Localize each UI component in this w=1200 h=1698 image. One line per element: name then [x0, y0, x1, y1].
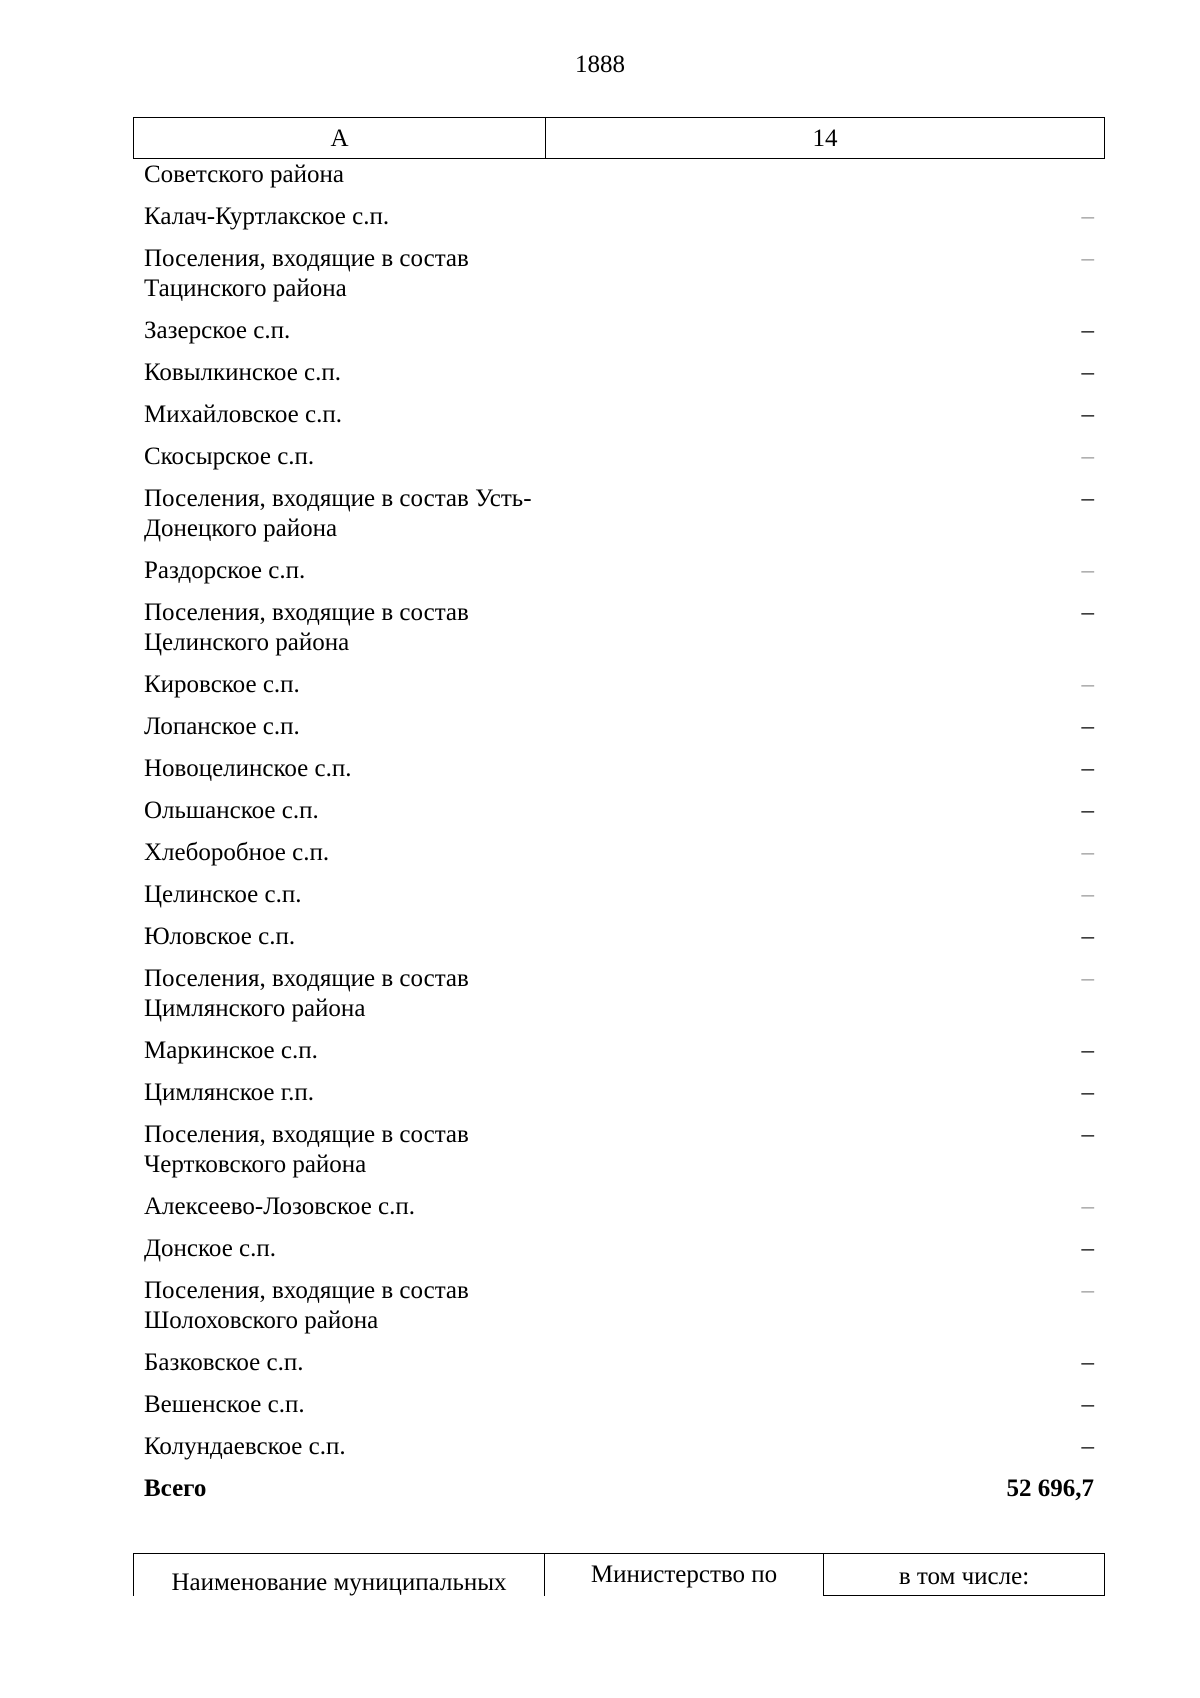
row-value: –	[1081, 713, 1094, 740]
row-name: Целинское с.п.	[144, 881, 302, 908]
table-row	[133, 1348, 1105, 1378]
table-row	[133, 442, 1105, 472]
row-value: –	[1081, 1433, 1094, 1460]
row-value: –	[1081, 1079, 1094, 1106]
row-value: –	[1081, 317, 1094, 344]
row-value: –	[1081, 599, 1094, 626]
table-row	[133, 316, 1105, 346]
row-name: Ковылкинское с.п.	[144, 359, 342, 386]
row-value: –	[1081, 203, 1094, 230]
row-value: –	[1081, 359, 1094, 386]
table-row	[133, 484, 1105, 544]
table-row	[133, 796, 1105, 826]
row-value: –	[1081, 1121, 1094, 1148]
table-row	[133, 754, 1105, 784]
row-name: Поселения, входящие в состав Усть-Донецкого района	[144, 485, 532, 542]
page-number: 1888	[575, 51, 625, 78]
row-value: –	[1081, 1193, 1094, 1220]
footer-col-ministry: Министерство по	[545, 1554, 824, 1596]
table-row	[133, 1192, 1105, 1222]
row-name: Ольшанское с.п.	[144, 797, 319, 824]
row-value: –	[1081, 671, 1094, 698]
table-row	[133, 1120, 1105, 1180]
table-row	[133, 1390, 1105, 1420]
row-name: Юловское с.п.	[144, 923, 296, 950]
next-table-header	[133, 1553, 1105, 1596]
table-row	[133, 1078, 1105, 1108]
row-value: –	[1081, 485, 1094, 512]
row-name: Раздорское с.п.	[144, 557, 306, 584]
table-header	[133, 117, 1105, 159]
row-name: Поселения, входящие в состав Шолоховского района	[144, 1277, 469, 1334]
row-value: –	[1081, 965, 1094, 992]
total-value: 52 696,7	[1006, 1475, 1094, 1502]
table-row	[133, 1234, 1105, 1264]
row-value: –	[1081, 1235, 1094, 1262]
total-row	[133, 1474, 1105, 1504]
table-row	[133, 1036, 1105, 1066]
row-name: Хлеборобное с.п.	[144, 839, 330, 866]
row-value: –	[1081, 923, 1094, 950]
row-value: –	[1081, 797, 1094, 824]
row-name: Лопанское с.п.	[144, 713, 300, 740]
row-name: Донское с.п.	[144, 1235, 277, 1262]
table-body	[133, 160, 1105, 1516]
row-value: –	[1081, 755, 1094, 782]
row-value: –	[1081, 1391, 1094, 1418]
row-name: Цимлянское г.п.	[144, 1079, 315, 1106]
row-value: –	[1081, 245, 1094, 272]
row-name: Поселения, входящие в состав Тацинского района	[144, 245, 469, 302]
table-row	[133, 1276, 1105, 1336]
total-label: Всего	[144, 1475, 207, 1502]
row-value: –	[1081, 1037, 1094, 1064]
row-value: –	[1081, 839, 1094, 866]
row-name: Советского района	[144, 161, 344, 188]
header-col-a: А	[134, 118, 546, 158]
row-value: –	[1081, 443, 1094, 470]
row-name: Зазерское с.п.	[144, 317, 291, 344]
row-name: Колундаевское с.п.	[144, 1433, 346, 1460]
table-row	[133, 670, 1105, 700]
row-value: –	[1081, 1349, 1094, 1376]
table-row	[133, 202, 1105, 232]
table-row	[133, 556, 1105, 586]
row-value: –	[1081, 881, 1094, 908]
row-name: Базковское с.п.	[144, 1349, 304, 1376]
row-name: Новоцелинское с.п.	[144, 755, 352, 782]
table-row	[133, 1432, 1105, 1462]
row-value: –	[1081, 557, 1094, 584]
row-value: –	[1081, 401, 1094, 428]
row-name: Поселения, входящие в состав Цимлянского района	[144, 965, 469, 1022]
row-name: Скосырское с.п.	[144, 443, 315, 470]
row-name: Алексеево-Лозовское с.п.	[144, 1193, 416, 1220]
row-name: Вешенское с.п.	[144, 1391, 305, 1418]
table-row	[133, 598, 1105, 658]
row-name: Калач-Куртлакское с.п.	[144, 203, 390, 230]
table-row	[133, 880, 1105, 910]
table-row	[133, 400, 1105, 430]
table-row	[133, 922, 1105, 952]
row-value: –	[1081, 1277, 1094, 1304]
table-row	[133, 964, 1105, 1024]
row-name: Поселения, входящие в состав Чертковского района	[144, 1121, 469, 1178]
row-name: Маркинское с.п.	[144, 1037, 318, 1064]
table-row	[133, 838, 1105, 868]
header-col-14: 14	[812, 124, 838, 152]
footer-col-municipal-name: Наименование муниципальных	[133, 1554, 545, 1596]
table-row	[133, 358, 1105, 388]
row-name: Кировское с.п.	[144, 671, 300, 698]
table-row	[133, 712, 1105, 742]
table-row	[133, 244, 1105, 304]
row-name: Поселения, входящие в состав Целинского района	[144, 599, 469, 656]
footer-col-including: в том числе:	[824, 1554, 1105, 1596]
row-name: Михайловское с.п.	[144, 401, 342, 428]
table-row	[133, 160, 1105, 190]
